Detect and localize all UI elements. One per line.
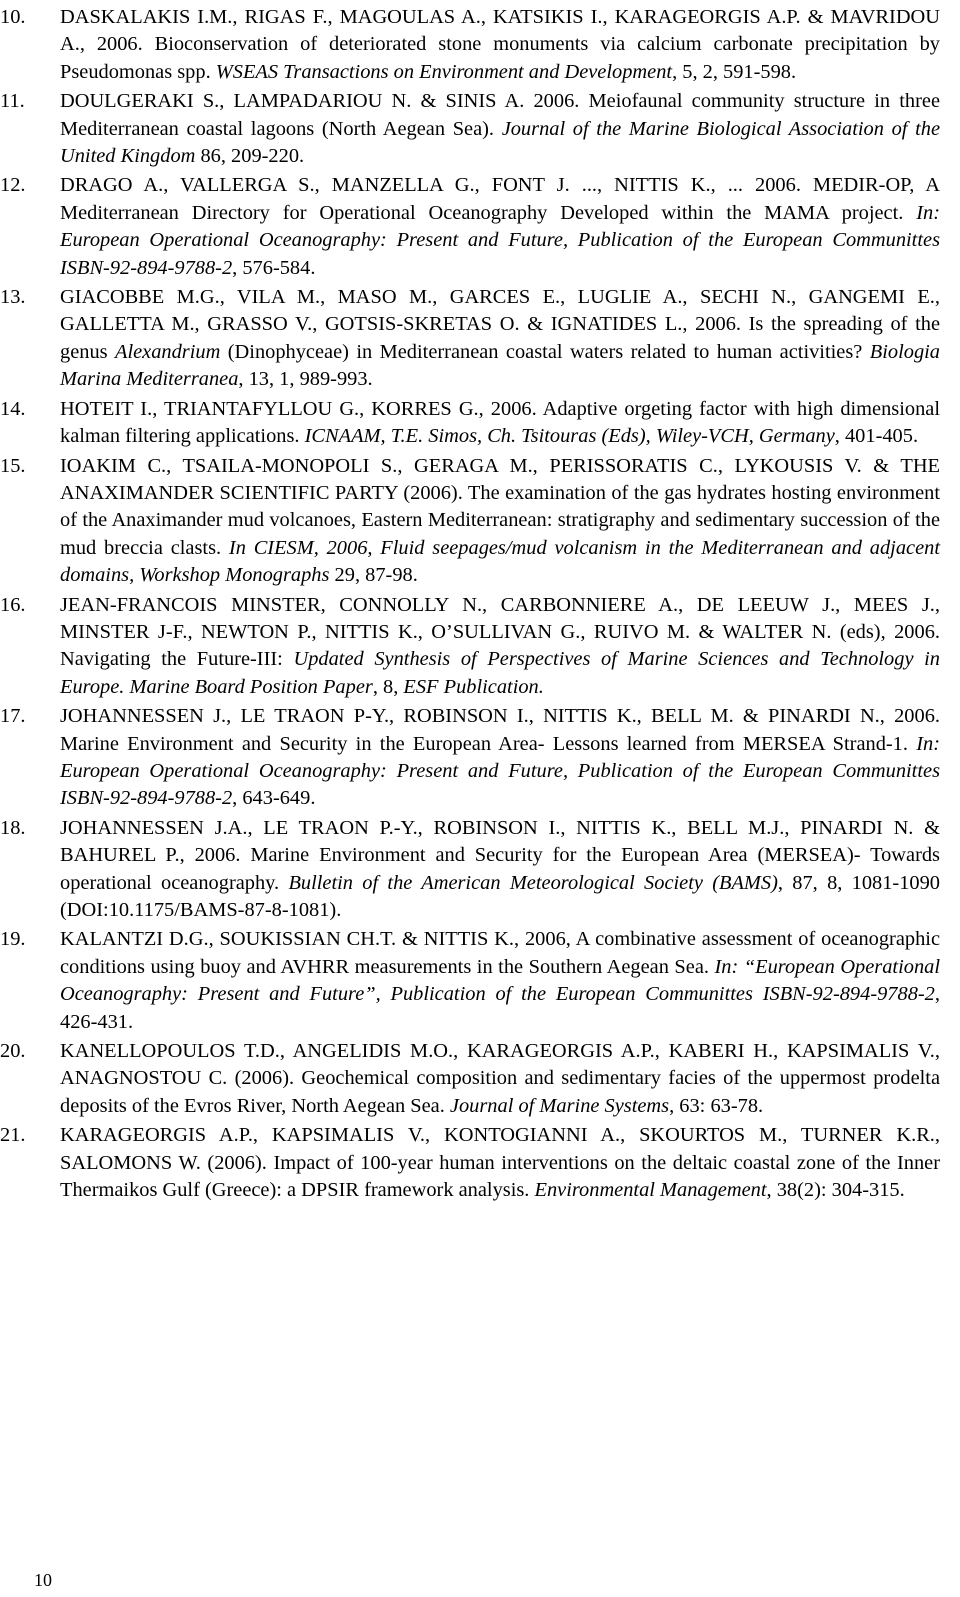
reference-text <box>60 174 940 278</box>
reference-segment: JEAN-FRANCOIS MINSTER, CONNOLLY N., CARBONNIERE A., DE LEEUW J., MEES J., MINSTER J-F., NEWTON P., NITTIS K., O’SULLIVAN G., RUIVO M. & WALTER N. (eds), 2006. Navigating the Future-III: <box>60 593 940 671</box>
reference-segment: , 426-431. <box>60 983 940 1033</box>
reference-segment: 29, 87-98. <box>329 564 418 587</box>
reference-text <box>60 455 940 587</box>
reference-segment: JOHANNESSEN J., LE TRAON P-Y., ROBINSON I., NITTIS K., BELL M. & PINARDI N., 2006. Marine Environment and Security in the European Area- Lessons learned from MERSEA Strand-1. <box>60 705 940 755</box>
reference-text <box>60 817 940 921</box>
reference-segment: KARAGEORGIS A.P., KAPSIMALIS V., KONTOGIANNI A., SKOURTOS M., TURNER K.R., SALOMONS W. (2006). Impact of 100-year human interventions on the deltaic coastal zone of the Inner Thermaikos Gulf (Greece): a DPSIR framework analysis. <box>60 1124 940 1202</box>
reference-text <box>60 90 940 167</box>
reference-segment: , 87, 8, 1081-1090 (DOI:10.1175/BAMS-87-8-1081). <box>60 871 941 921</box>
reference-entry <box>0 453 960 590</box>
reference-segment: , 401-405. <box>834 425 919 448</box>
reference-entry <box>0 592 960 702</box>
reference-entry <box>0 4 960 86</box>
reference-number: 16. <box>0 593 26 616</box>
reference-text <box>60 928 940 1032</box>
reference-number: 14. <box>0 397 26 420</box>
reference-entry <box>0 703 960 813</box>
reference-entry <box>0 172 960 282</box>
reference-number: 15. <box>0 454 26 477</box>
reference-segment: DOULGERAKI S., LAMPADARIOU N. & SINIS A. 2006. Meiofaunal community structure in three Mediterranean coastal lagoons (North Aegean Sea). <box>60 90 940 140</box>
reference-italic-segment: Bulletin of the American Meteorological Society (BAMS) <box>288 871 778 894</box>
reference-segment: (Dinophyceae) in Mediterranean coastal waters related to human activities? <box>220 340 870 363</box>
reference-italic-segment: Alexandrium <box>115 340 221 363</box>
reference-italic-segment: In CIESM, 2006, Fluid seepages/mud volcanism in the Mediterranean and adjacent domains, Workshop Monographs <box>60 536 941 587</box>
reference-entry <box>0 396 960 451</box>
reference-segment: JOHANNESSEN J.A., LE TRAON P.-Y., ROBINSON I., NITTIS K., BELL M.J., PINARDI N. & BAHUREL P., 2006. Marine Environment and Security for the European Area (MERSEA)- Towards operational oceanography. <box>60 816 940 894</box>
reference-segment: , 5, 2, 591-598. <box>672 60 797 83</box>
page-number: 10 <box>34 1570 52 1590</box>
reference-number: 21. <box>0 1124 26 1147</box>
reference-entry <box>0 284 960 394</box>
reference-segment: KALANTZI D.G., SOUKISSIAN CH.T. & NITTIS K., 2006, A combinative assessment of oceanographic conditions using buoy and AVHRR measurements in the Southern Aegean Sea. <box>60 928 940 978</box>
reference-segment: HOTEIT I., TRIANTAFYLLOU G., KORRES G., 2006. Adaptive orgeting factor with high dimensional kalman filtering applications. <box>60 397 940 448</box>
reference-italic-segment: Updated Synthesis of Perspectives of Marine Sciences and Technology in Europe. Marine Board Position Paper <box>60 648 940 698</box>
reference-segment: 86, 209-220. <box>195 145 305 168</box>
reference-entry <box>0 926 960 1036</box>
reference-segment: IOAKIM C., TSAILA-MONOPOLI S., GERAGA M., PERISSORATIS C., LYKOUSIS V. & THE ANAXIMANDER SCIENTIFIC PARTY (2006). The examination of the gas hydrates hosting environment of the Anaximander mud volcanoes, Eastern Mediterranean: stratigraphy and sedimentary succession of the mud breccia clasts. <box>60 454 940 559</box>
reference-italic-segment: ICNAAM, T.E. Simos, Ch. Tsitouras (Eds), Wiley-VCH, Germany <box>304 425 835 448</box>
reference-text <box>60 705 940 809</box>
reference-number: 17. <box>0 705 26 728</box>
reference-number: 18. <box>0 816 26 839</box>
reference-segment: DASKALAKIS I.M., RIGAS F., MAGOULAS A., KATSIKIS I., KARAGEORGIS A.P. & MAVRIDOU A., 2006. Bioconservation of deteriorated stone monuments via calcium carbonate precipitation by Pseudomonas spp. <box>60 6 940 83</box>
reference-segment: KANELLOPOULOS T.D., ANGELIDIS M.O., KARAGEORGIS A.P., KABERI H., KAPSIMALIS V., ANAGNOSTOU C. (2006). Geochemical composition and sedimentary facies of the uppermost prodelta deposits of the Evros River, North Aegean Sea. <box>60 1040 940 1117</box>
reference-number: 13. <box>0 286 26 309</box>
reference-italic-segment: In: European Operational Oceanography: Present and Future, Publication of the European Communittes ISBN-92-894-9788-2 <box>60 732 940 810</box>
reference-list <box>0 4 960 1206</box>
reference-italic-segment: Journal of Marine Systems <box>449 1094 670 1117</box>
reference-italic-segment: Biologia Marina Mediterranea <box>60 340 940 391</box>
reference-italic-segment: In: “European Operational Oceanography: Present and Future”, Publication of the European Communittes ISBN-92-894-9788-2 <box>60 955 941 1006</box>
reference-italic-segment: In: European Operational Oceanography: Present and Future, Publication of the European Communittes ISBN-92-894-9788-2 <box>60 201 940 279</box>
reference-text <box>60 1040 940 1117</box>
reference-text <box>60 1124 940 1201</box>
reference-segment: , 576-584. <box>232 256 316 279</box>
reference-entry <box>0 1122 960 1204</box>
reference-text <box>60 6 940 83</box>
reference-segment: , 63: 63-78. <box>669 1094 764 1117</box>
reference-text <box>60 286 940 390</box>
reference-segment: , 643-649. <box>232 787 316 810</box>
reference-segment: , 38(2): 304-315. <box>766 1179 905 1202</box>
reference-text <box>60 594 940 698</box>
reference-entry <box>0 88 960 170</box>
reference-segment: DRAGO A., VALLERGA S., MANZELLA G., FONT J. ..., NITTIS K., ... 2006. MEDIR-OP, A Mediterranean Directory for Operational Oceanography Developed within the MAMA project. <box>60 174 940 224</box>
reference-italic-segment: Journal of the Marine Biological Association of the United Kingdom <box>60 117 941 168</box>
reference-number: 19. <box>0 928 26 951</box>
reference-segment: , 8, <box>372 675 404 698</box>
reference-number: 12. <box>0 174 26 197</box>
reference-number: 20. <box>0 1040 26 1063</box>
reference-text <box>60 398 940 447</box>
reference-number: 11. <box>0 90 25 113</box>
reference-number: 10. <box>0 6 26 28</box>
reference-italic-segment: ESF Publication. <box>403 675 544 698</box>
reference-italic-segment: WSEAS Transactions on Environment and Development <box>215 60 673 83</box>
reference-entry <box>0 1038 960 1120</box>
reference-entry <box>0 815 960 925</box>
reference-segment: , 13, 1, 989-993. <box>238 368 373 391</box>
reference-italic-segment: Environmental Management <box>534 1179 767 1202</box>
reference-segment: GIACOBBE M.G., VILA M., MASO M., GARCES E., LUGLIE A., SECHI N., GANGEMI E., GALLETTA M., GRASSO V., GOTSIS-SKRETAS O. & IGNATIDES L., 2006. Is the spreading of the genus <box>60 286 940 363</box>
